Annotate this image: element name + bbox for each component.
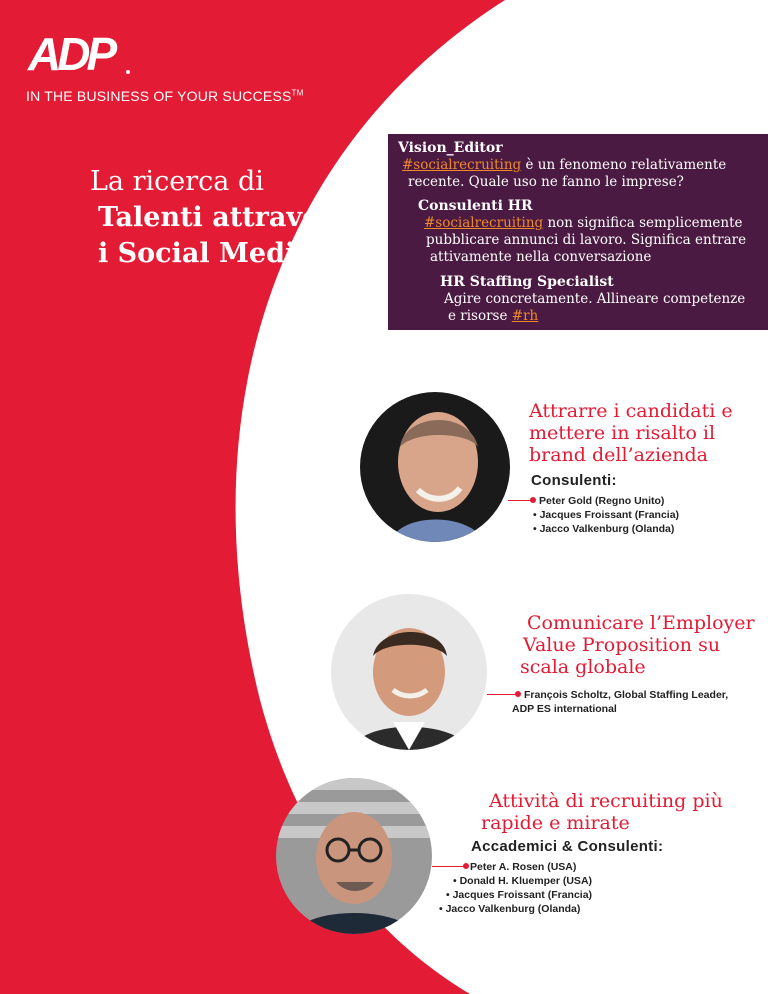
bullet-dot	[530, 497, 536, 503]
hashtag-link[interactable]: #rh	[511, 308, 539, 324]
title-line-2: Talenti attraverso	[98, 202, 367, 233]
tweet-author: Vision_Editor	[398, 140, 503, 156]
names-list-3d: • Jacco Valkenburg (Olanda)	[439, 903, 581, 915]
names-list-3: Peter A. Rosen (USA)	[470, 861, 577, 873]
tweet-2: Consulenti HR #socialrecruiting non significa semplicemente pubblicare annunci di lavoro. Significa entrare attivamente nella conversazione	[418, 198, 747, 265]
section-heading-2: Comunicare l’Employer Value Proposition su scala globale	[520, 612, 755, 678]
tweet-1: Vision_Editor #socialrecruiting è un fenomeno relativamente recente. Quale uso ne fanno le imprese?	[398, 140, 727, 190]
names-list-1: Peter Gold (Regno Unito)	[539, 495, 665, 507]
tweet-3: HR Staffing Specialist Agire concretamente. Allineare competenze e risorse #rh	[440, 274, 746, 324]
portrait-photo-3	[276, 778, 432, 934]
title-line-1: La ricerca di	[90, 166, 264, 197]
adp-logo	[24, 28, 134, 76]
tweet-author: Consulenti HR	[418, 198, 533, 214]
adp-logo-text: ADP	[28, 28, 114, 76]
title-bold	[98, 200, 367, 272]
title-line-3: i Social Media	[98, 238, 313, 269]
trademark-mark: TM	[291, 88, 304, 98]
names-list-3c: • Jacques Froissant (Francia)	[446, 889, 593, 901]
tweet-author: HR Staffing Specialist	[440, 274, 614, 290]
connector-line	[432, 866, 466, 867]
section-heading-3: Attività di recruiting più rapide e mirate	[481, 790, 723, 834]
names-list-1b: • Jacques Froissant (Francia) • Jacco Valkenburg (Olanda)	[533, 509, 680, 535]
portrait-photo-2	[331, 594, 487, 750]
hashtag-link[interactable]: #socialrecruiting	[402, 157, 522, 173]
hashtag-link[interactable]: #socialrecruiting	[424, 215, 544, 231]
section-subheading-3: Accademici & Consulenti:	[471, 838, 664, 855]
bullet-dot	[463, 863, 469, 869]
names-list-2: François Scholtz, Global Staffing Leader, ADP ES international	[512, 689, 729, 715]
section-subheading-1: Consulenti:	[531, 472, 617, 489]
connector-line	[508, 500, 532, 501]
names-list-3b: • Donald H. Kluemper (USA)	[453, 875, 593, 887]
portrait-photo-1	[360, 392, 510, 542]
section-heading-1: Attrarre i candidati e mettere in risalto il brand dell’azienda	[529, 400, 733, 466]
brand-tagline: IN THE BUSINESS OF YOUR SUCCESS™	[26, 88, 304, 104]
